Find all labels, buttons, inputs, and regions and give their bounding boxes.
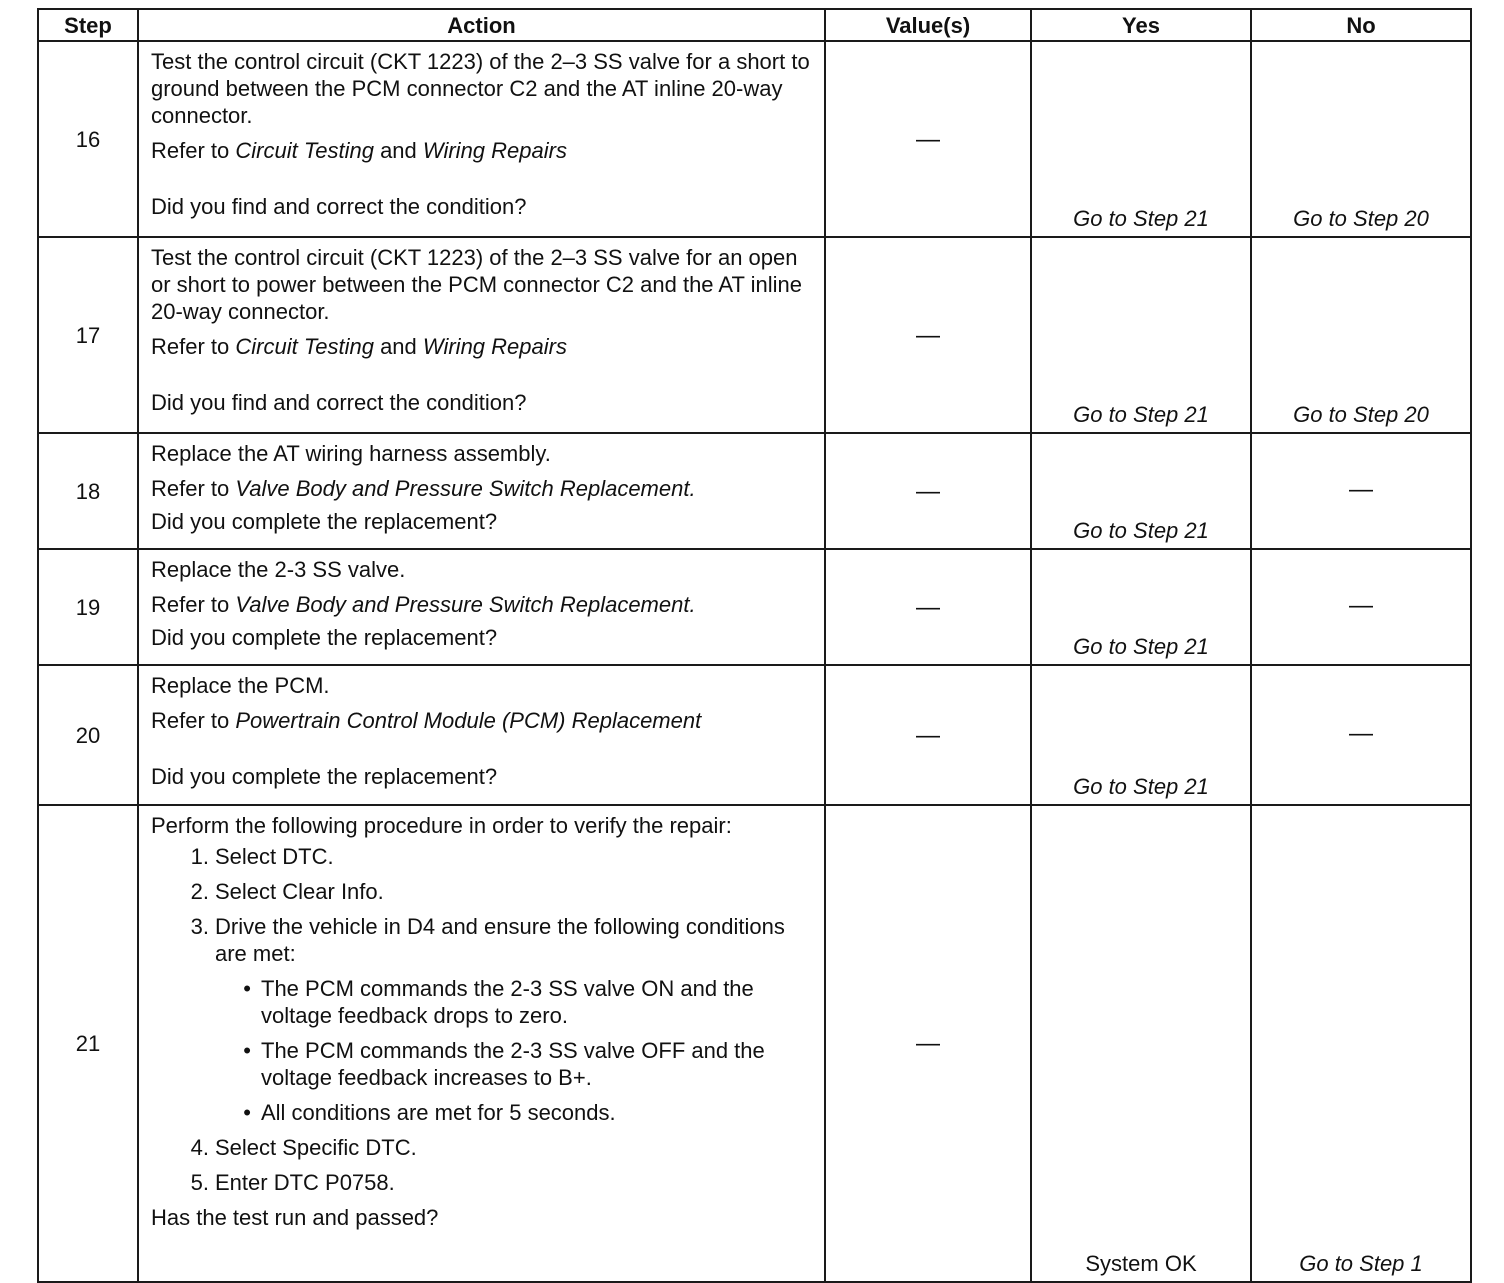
action-text: Replace the AT wiring harness assembly. bbox=[151, 441, 551, 466]
list-item: • The PCM commands the 2-3 SS valve ON and the voltage feedback drops to zero. bbox=[215, 975, 814, 1029]
no-result: Go to Step 1 bbox=[1251, 805, 1471, 1282]
header-no: No bbox=[1251, 9, 1471, 41]
list-item: • The PCM commands the 2-3 SS valve OFF and the voltage feedback increases to B+. bbox=[215, 1037, 814, 1091]
list-item: 3. Drive the vehicle in D4 and ensure the following conditions are met: • The PCM commands the 2-3 SS valve ON and the voltage feedback drops to zero. • The PCM commands the 2-3 SS valve OFF and the voltage feedback increases to B+. • All conditions are met for 5 seconds. bbox=[151, 913, 814, 1126]
list-item: 1. Select DTC. bbox=[190, 844, 334, 869]
step-number: 18 bbox=[38, 433, 138, 549]
list-item: 2. Select Clear Info. bbox=[190, 879, 384, 904]
yes-result: Go to Step 21 bbox=[1031, 237, 1251, 433]
header-action: Action bbox=[138, 9, 825, 41]
table-row bbox=[38, 549, 1471, 665]
bullet-icon: • bbox=[243, 1038, 251, 1063]
no-result: Go to Step 20 bbox=[1251, 237, 1471, 433]
refer-line: Refer to Valve Body and Pressure Switch Replacement. bbox=[151, 592, 696, 617]
step-number: 17 bbox=[38, 237, 138, 433]
yes-result: Go to Step 21 bbox=[1031, 549, 1251, 665]
refer-link-wiring-repairs: Wiring Repairs bbox=[422, 138, 567, 163]
conditions-list bbox=[215, 975, 814, 1126]
header-row bbox=[38, 9, 1471, 41]
table-row bbox=[38, 41, 1471, 237]
action-text: Replace the 2-3 SS valve. bbox=[151, 557, 406, 582]
value-cell: — bbox=[825, 41, 1031, 237]
action-cell bbox=[138, 237, 825, 433]
action-question: Did you complete the replacement? bbox=[151, 625, 498, 650]
header-yes: Yes bbox=[1031, 9, 1251, 41]
header-step: Step bbox=[38, 9, 138, 41]
action-question: Did you complete the replacement? bbox=[151, 509, 498, 534]
step-number: 19 bbox=[38, 549, 138, 665]
refer-line: Refer to Circuit Testing and Wiring Repairs bbox=[151, 334, 567, 359]
value-cell: — bbox=[825, 433, 1031, 549]
table-row bbox=[38, 665, 1471, 805]
yes-result: Go to Step 21 bbox=[1031, 665, 1251, 805]
yes-result: Go to Step 21 bbox=[1031, 433, 1251, 549]
list-item: • All conditions are met for 5 seconds. bbox=[215, 1099, 814, 1126]
action-question: Has the test run and passed? bbox=[151, 1205, 439, 1230]
action-intro: Perform the following procedure in order to verify the repair: bbox=[151, 813, 732, 838]
action-cell bbox=[138, 665, 825, 805]
step-number: 16 bbox=[38, 41, 138, 237]
yes-result: Go to Step 21 bbox=[1031, 41, 1251, 237]
action-question: Did you find and correct the condition? bbox=[151, 194, 527, 219]
diagnostic-table bbox=[37, 8, 1472, 1283]
step-number: 20 bbox=[38, 665, 138, 805]
action-cell bbox=[138, 41, 825, 237]
procedure-list bbox=[151, 843, 814, 1196]
no-result: Go to Step 20 bbox=[1251, 41, 1471, 237]
refer-link: Valve Body and Pressure Switch Replacement. bbox=[235, 476, 696, 501]
refer-line: Refer to Valve Body and Pressure Switch Replacement. bbox=[151, 476, 696, 501]
refer-link: Valve Body and Pressure Switch Replacement. bbox=[235, 592, 696, 617]
action-cell bbox=[138, 433, 825, 549]
action-question: Did you find and correct the condition? bbox=[151, 390, 527, 415]
table-row bbox=[38, 237, 1471, 433]
list-item: 5. Enter DTC P0758. bbox=[190, 1170, 395, 1195]
action-text: Test the control circuit (CKT 1223) of the 2–3 SS valve for an open or short to power between the PCM connector C2 and the AT inline 20-way connector. bbox=[151, 245, 802, 324]
value-cell: — bbox=[825, 549, 1031, 665]
refer-line: Refer to Circuit Testing and Wiring Repairs bbox=[151, 138, 567, 163]
no-result: — bbox=[1251, 549, 1471, 665]
header-values: Value(s) bbox=[825, 9, 1031, 41]
step-number: 21 bbox=[38, 805, 138, 1282]
action-question: Did you complete the replacement? bbox=[151, 764, 498, 789]
action-text: Replace the PCM. bbox=[151, 673, 330, 698]
refer-link-wiring-repairs: Wiring Repairs bbox=[422, 334, 567, 359]
list-item: 4. Select Specific DTC. bbox=[190, 1135, 417, 1160]
value-cell: — bbox=[825, 237, 1031, 433]
value-cell: — bbox=[825, 805, 1031, 1282]
no-result: — bbox=[1251, 433, 1471, 549]
yes-result: System OK bbox=[1031, 805, 1251, 1282]
value-cell: — bbox=[825, 665, 1031, 805]
no-result: — bbox=[1251, 665, 1471, 805]
refer-link-circuit-testing: Circuit Testing bbox=[235, 138, 374, 163]
table-row bbox=[38, 805, 1471, 1282]
bullet-icon: • bbox=[243, 976, 251, 1001]
table-row bbox=[38, 433, 1471, 549]
refer-link: Powertrain Control Module (PCM) Replacement bbox=[235, 708, 702, 733]
refer-link-circuit-testing: Circuit Testing bbox=[235, 334, 374, 359]
action-text: Test the control circuit (CKT 1223) of the 2–3 SS valve for a short to ground between the PCM connector C2 and the AT inline 20-way connector. bbox=[151, 49, 810, 128]
bullet-icon: • bbox=[243, 1100, 251, 1125]
action-cell bbox=[138, 549, 825, 665]
action-cell bbox=[138, 805, 825, 1282]
refer-line: Refer to Powertrain Control Module (PCM) Replacement bbox=[151, 708, 702, 733]
